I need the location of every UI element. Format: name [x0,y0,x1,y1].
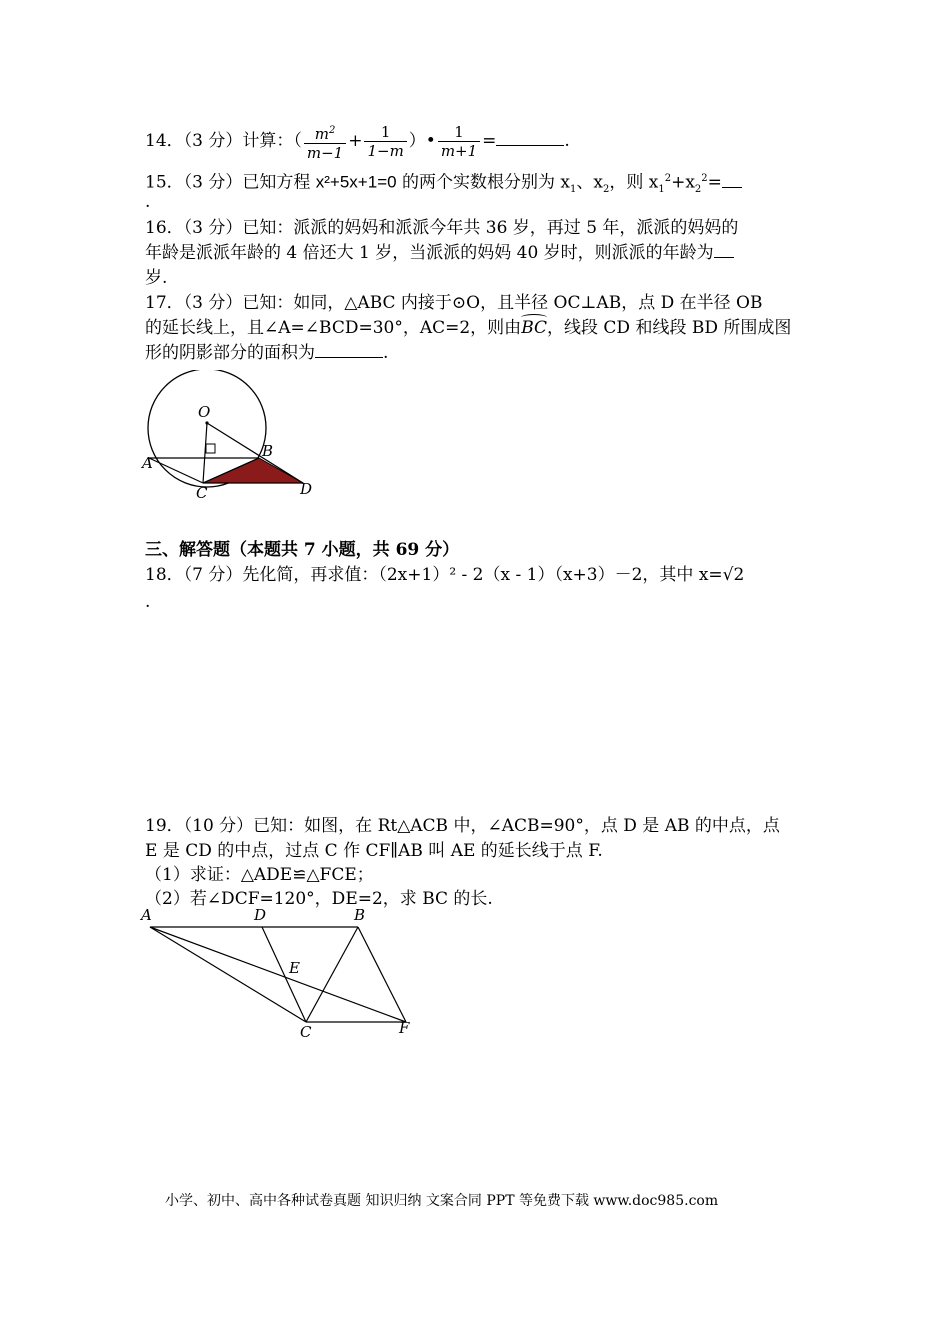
circle-figure [138,370,328,505]
question-16-line-2: 年龄是派派年龄的 4 倍还大 1 岁，当派派的妈妈 40 岁时，则派派的年龄为 [145,241,734,265]
label-e: E [289,959,300,977]
label-c: C [196,484,208,502]
segment-bc [306,927,358,1022]
question-18-end: . [145,592,151,612]
segment-ac [149,458,203,483]
label-b: B [262,442,274,460]
center-dot [205,421,208,424]
answer-blank [714,257,734,258]
question-15: 15．（3 分）已知方程 x²+5x+1=0 的两个实数根分别为 $x_1$、$x_2$，则 $x_1^2+x_2^2=$ [145,167,742,202]
segment-af [150,927,406,1022]
shaded-region [203,458,303,483]
question-19-line-1: 19．（10 分）已知：如图，在 Rt△ACB 中，∠ACB=90°，点 D 是 AB 的中点，点 [145,816,780,836]
label-f: F [399,1019,410,1037]
fraction-3: $\frac{1}{m+1}$ [438,123,480,160]
label-a: A [142,454,153,472]
answer-blank [722,187,742,188]
question-17-line-1: 17．（3 分）已知：如同，△ABC 内接于⊙O，且半径 OC⊥AB，点 D 在半径 OB [145,293,763,313]
label-d: D [300,480,313,498]
label-o: O [198,403,211,421]
question-16-line-3: 岁. [145,268,168,288]
question-19-line-2: E 是 CD 的中点，过点 C 作 CF∥AB 叫 AE 的延长线于点 F. [145,841,603,861]
question-18: 18．（7 分）先化简，再求值：（2x+1）² - 2（x - 1）（x+3）－2，其中 x=√2 [145,565,745,585]
arc-bc: BC [521,318,548,338]
segment-bf [358,927,406,1022]
label-c: C [300,1023,312,1040]
segment-ac [150,927,306,1022]
question-19-line-3: （1）求证：△ADE≌△FCE； [145,865,374,885]
question-17-line-2: 的延长线上，且∠A=∠BCD=30°，AC=2，则由BC，线段 CD 和线段 BD 所围成图 [145,318,792,338]
fraction-2: $\frac{1}{1-m}$ [364,123,406,160]
label-d: D [254,906,267,924]
question-19-line-4: （2）若∠DCF=120°，DE=2，求 BC 的长. [145,889,493,909]
section-heading: 三、解答题（本题共 7 小题，共 69 分） [145,540,460,560]
label-b: B [354,906,366,924]
answer-blank [315,357,383,358]
right-angle-mark [206,444,215,453]
page-footer: 小学、初中、高中各种试卷真题 知识归纳 文案合同 PPT 等免费下载 www.doc985.com [165,1193,719,1209]
question-16-line-1: 16．（3 分）已知：派派的妈妈和派派今年共 36 岁，再过 5 年，派派的妈妈的 [145,218,739,238]
answer-blank [496,145,564,146]
label-a: A [141,906,152,924]
fraction-1: $\frac{m^2}{m-1}$ [304,122,346,162]
question-17-line-3: 形的阴影部分的面积为 . [145,343,389,363]
question-14: 14．（3 分）计算：（ $\frac{m^2}{m-1}$ + $\frac{1}{1-m}$ ）• $\frac{1}{m+1}$ = . [145,123,570,162]
trapezoid-figure [138,905,418,1040]
question-15-end: . [145,192,151,212]
